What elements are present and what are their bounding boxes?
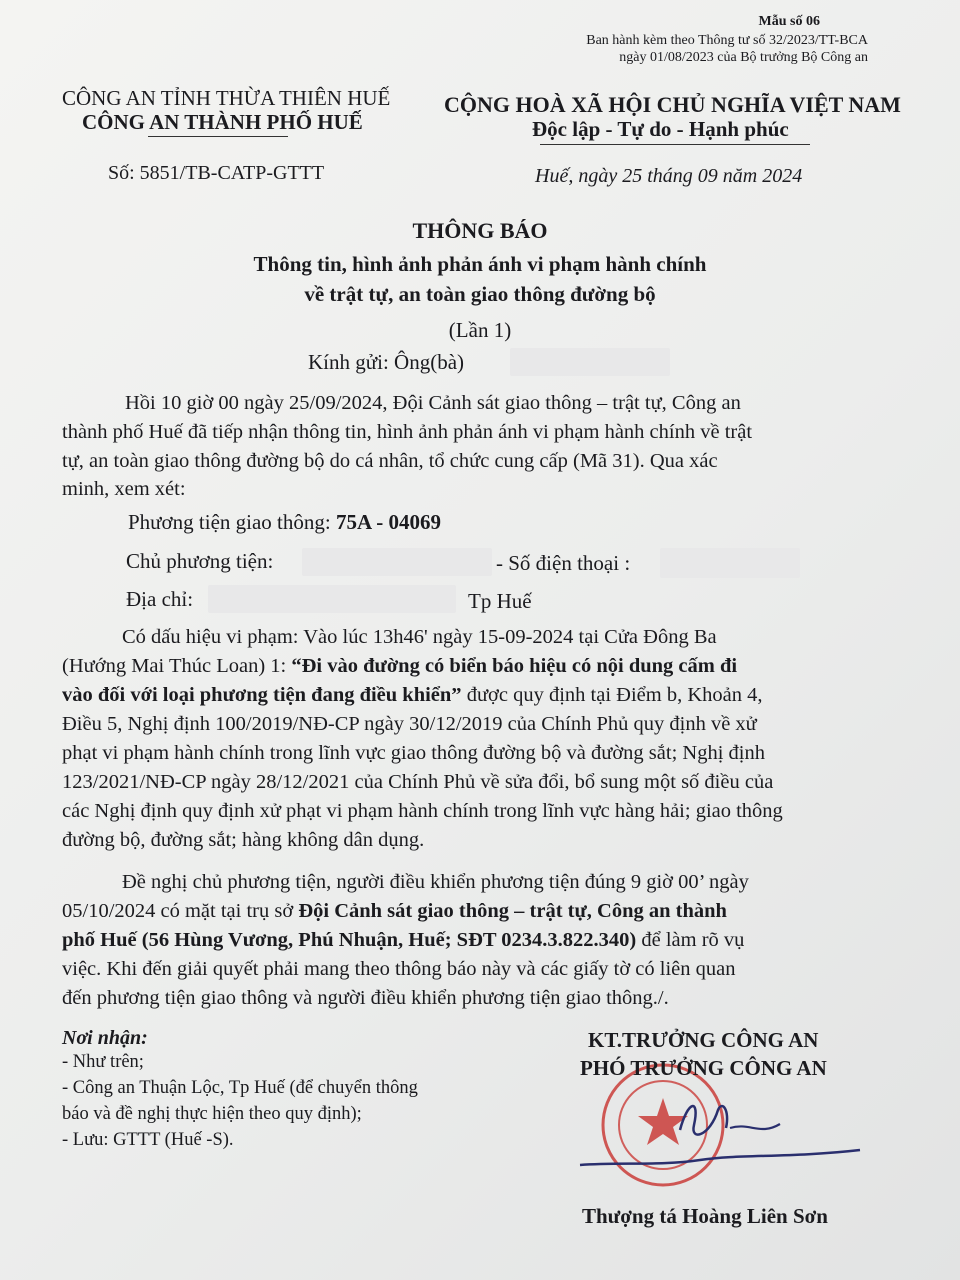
vehicle-label: Phương tiện giao thông: <box>128 510 336 534</box>
request-line: 05/10/2024 có mặt tại trụ sở Đội Cảnh sát giao thông – trật tự, Công an thành <box>62 900 727 922</box>
document-subtitle-2: về trật tự, an toàn giao thông đường bộ <box>304 282 656 306</box>
address-city: Tp Huế <box>468 589 532 613</box>
vehicle-plate: 75A - 04069 <box>335 510 441 534</box>
document-title: THÔNG BÁO <box>412 218 548 243</box>
violation-line: vào đối với loại phương tiện đang điều khiển” được quy định tại Điểm b, Khoản 4, <box>62 684 763 706</box>
signature-title-1: KT.TRƯỞNG CÔNG AN <box>588 1028 819 1052</box>
agency-parent: CÔNG AN TỈNH THỪA THIÊN HUẾ <box>62 86 391 110</box>
document-number: Số: 5851/TB-CATP-GTTT <box>108 162 325 184</box>
agency-underline <box>148 136 288 137</box>
owner-label: Chủ phương tiện: <box>126 549 274 573</box>
recipient-item: báo và đề nghị thực hiện theo quy định); <box>62 1104 362 1124</box>
redacted-address <box>208 585 456 613</box>
violation-line: (Hướng Mai Thúc Loan) 1: “Đi vào đường có biển báo hiệu có nội dung cấm đi <box>62 655 738 677</box>
violation-description-cont: vào đối với loại phương tiện đang điều khiển” <box>62 684 462 706</box>
paragraph-line: tự, an toàn giao thông đường bộ do cá nhân, tổ chức cung cấp (Mã 31). Qua xác <box>62 450 718 472</box>
redacted-addressee <box>510 348 670 376</box>
phone-label: - Số điện thoại : <box>496 551 631 575</box>
paragraph-line: minh, xem xét: <box>62 478 186 500</box>
national-title: CỘNG HOÀ XÃ HỘI CHỦ NGHĨA VIỆT NAM <box>444 92 901 117</box>
violation-line: 123/2021/NĐ-CP ngày 28/12/2021 của Chính Phủ về sửa đổi, bổ sung một số điều của <box>62 771 774 793</box>
violation-line: các Nghị định quy định xử phạt vi phạm hành chính trong lĩnh vực hàng hải; giao thông <box>62 800 783 822</box>
recipient-item: - Công an Thuận Lộc, Tp Huế (để chuyển thông <box>62 1078 418 1098</box>
recipient-item: - Như trên; <box>62 1052 144 1072</box>
office-address: phố Huế (56 Hùng Vương, Phú Nhuận, Huế; SĐT 0234.3.822.340) <box>62 929 637 951</box>
motto-underline <box>540 144 810 145</box>
signer-name: Thượng tá Hoàng Liên Sơn <box>582 1204 828 1228</box>
signature-title-2: PHÓ TRƯỞNG CÔNG AN <box>580 1056 827 1080</box>
recipients-heading: Nơi nhận: <box>62 1027 148 1049</box>
addressee: Kính gửi: Ông(bà) <box>308 350 465 374</box>
place-and-date: Huế, ngày 25 tháng 09 năm 2024 <box>535 165 803 187</box>
paragraph-line: Hồi 10 giờ 00 ngày 25/09/2024, Đội Cảnh sát giao thông – trật tự, Công an <box>125 392 741 414</box>
request-line: Đề nghị chủ phương tiện, người điều khiển phương tiện đúng 9 giờ 00’ ngày <box>122 871 749 893</box>
request-line: việc. Khi đến giải quyết phải mang theo thông báo này và các giấy tờ có liên quan <box>62 958 736 980</box>
violation-line: đường bộ, đường sắt; hàng không dân dụng. <box>62 829 425 851</box>
national-motto: Độc lập - Tự do - Hạnh phúc <box>532 117 789 141</box>
handwritten-signature <box>560 1070 880 1190</box>
address-label: Địa chỉ: <box>126 587 194 611</box>
form-reference-line-1: Ban hành kèm theo Thông tư số 32/2023/TT-BCA <box>586 33 868 48</box>
form-reference-line-2: ngày 01/08/2023 của Bộ trưởng Bộ Công an <box>619 50 868 65</box>
violation-description: “Đi vào đường có biển báo hiệu có nội dung cấm đi <box>291 655 738 677</box>
violation-line: Điều 5, Nghị định 100/2019/NĐ-CP ngày 30/12/2019 của Chính Phủ quy định về xử <box>62 713 757 735</box>
violation-line: phạt vi phạm hành chính trong lĩnh vực giao thông đường bộ và đường sắt; Nghị định <box>62 742 765 764</box>
form-number: Mẫu số 06 <box>758 14 820 29</box>
recipient-item: - Lưu: GTTT (Huế -S). <box>62 1130 234 1150</box>
request-line: đến phương tiện giao thông và người điều khiển phương tiện giao thông./. <box>62 987 669 1009</box>
redacted-phone <box>660 548 800 578</box>
paragraph-line: thành phố Huế đã tiếp nhận thông tin, hình ảnh phản ánh vi phạm hành chính về trật <box>62 421 753 443</box>
violation-line: Có dấu hiệu vi phạm: Vào lúc 13h46' ngày 15-09-2024 tại Cửa Đông Ba <box>122 626 717 648</box>
office-name: Đội Cảnh sát giao thông – trật tự, Công an thành <box>298 900 727 922</box>
redacted-owner <box>302 548 492 576</box>
vehicle-line <box>128 510 441 535</box>
document-subtitle-1: Thông tin, hình ảnh phản ánh vi phạm hành chính <box>253 252 707 276</box>
notice-round: (Lần 1) <box>448 318 512 342</box>
agency-name: CÔNG AN THÀNH PHỐ HUẾ <box>82 110 363 134</box>
request-line: phố Huế (56 Hùng Vương, Phú Nhuận, Huế; SĐT 0234.3.822.340) để làm rõ vụ <box>62 929 745 951</box>
